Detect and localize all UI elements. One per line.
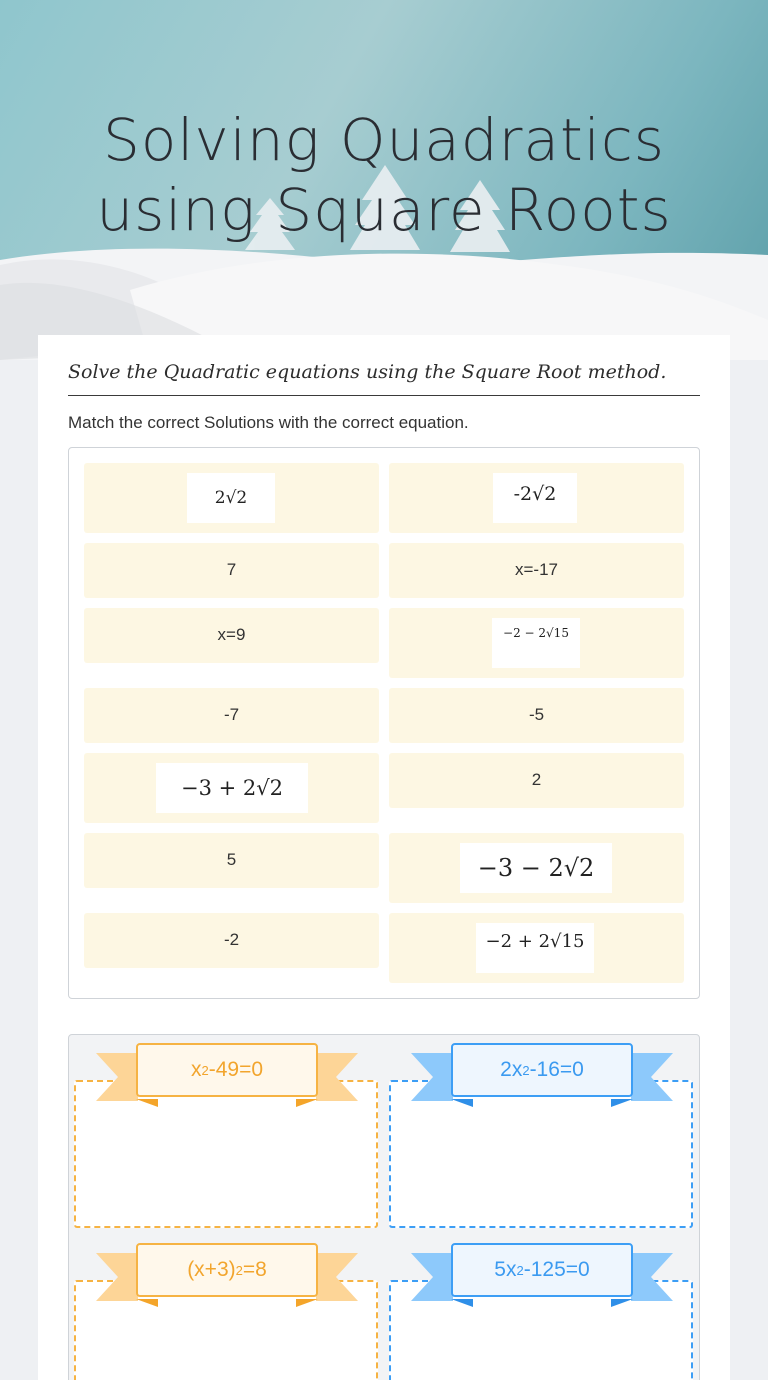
tile-label: -2: [223, 930, 240, 949]
tile-label: -7: [223, 705, 240, 724]
answer-tile[interactable]: [389, 833, 684, 903]
math-image: 2√2: [187, 473, 275, 523]
math-image: −3 + 2√2: [156, 763, 308, 813]
tile-label: 5: [226, 850, 237, 869]
worksheet-card: [38, 335, 730, 1380]
equation-label: (x+3) 2 =8: [136, 1243, 318, 1297]
equation-ribbon: [411, 1043, 673, 1109]
tile-label: x=9: [217, 625, 246, 644]
equation-label: x 2 -49=0: [136, 1043, 318, 1097]
tile-label: x=-17: [515, 560, 558, 579]
answer-tile[interactable]: [84, 688, 379, 743]
equation-ribbon: [96, 1243, 358, 1309]
instruction-heading: Solve the Quadratic equations using the Square Root method.: [68, 361, 700, 396]
equation-ribbon: [411, 1243, 673, 1309]
instruction-text: Match the correct Solutions with the correct equation.: [68, 413, 469, 432]
title-line-2: using Square Roots: [96, 176, 672, 244]
equation-ribbon: [96, 1043, 358, 1109]
equation-label: 2x 2 -16=0: [451, 1043, 633, 1097]
answer-tile[interactable]: [389, 753, 684, 808]
page-title: [0, 105, 768, 245]
answer-tile[interactable]: [389, 608, 684, 678]
answer-tile[interactable]: [84, 463, 379, 533]
math-image: −3 − 2√2: [460, 843, 612, 893]
math-image: −2 − 2√15: [492, 618, 580, 668]
answer-tile[interactable]: [389, 543, 684, 598]
drop-zones-area: [68, 1034, 700, 1380]
math-image: −2 + 2√15: [476, 923, 594, 973]
tile-label: 7: [226, 560, 237, 579]
answer-tile[interactable]: [84, 543, 379, 598]
answer-tile[interactable]: [84, 753, 379, 823]
title-line-1: Solving Quadratics: [103, 106, 665, 174]
tile-label: 2: [531, 770, 542, 789]
tile-label: -5: [528, 705, 545, 724]
answer-tile[interactable]: [84, 913, 379, 968]
math-image: -2√2: [493, 473, 577, 523]
answer-tile[interactable]: [389, 463, 684, 533]
equation-label: 5x 2 -125=0: [451, 1243, 633, 1297]
answer-tile[interactable]: [84, 833, 379, 888]
header-banner: [0, 0, 768, 360]
answer-tile[interactable]: [389, 688, 684, 743]
answer-tile[interactable]: [389, 913, 684, 983]
answer-tiles-area: [68, 447, 700, 999]
answer-tile[interactable]: [84, 608, 379, 663]
